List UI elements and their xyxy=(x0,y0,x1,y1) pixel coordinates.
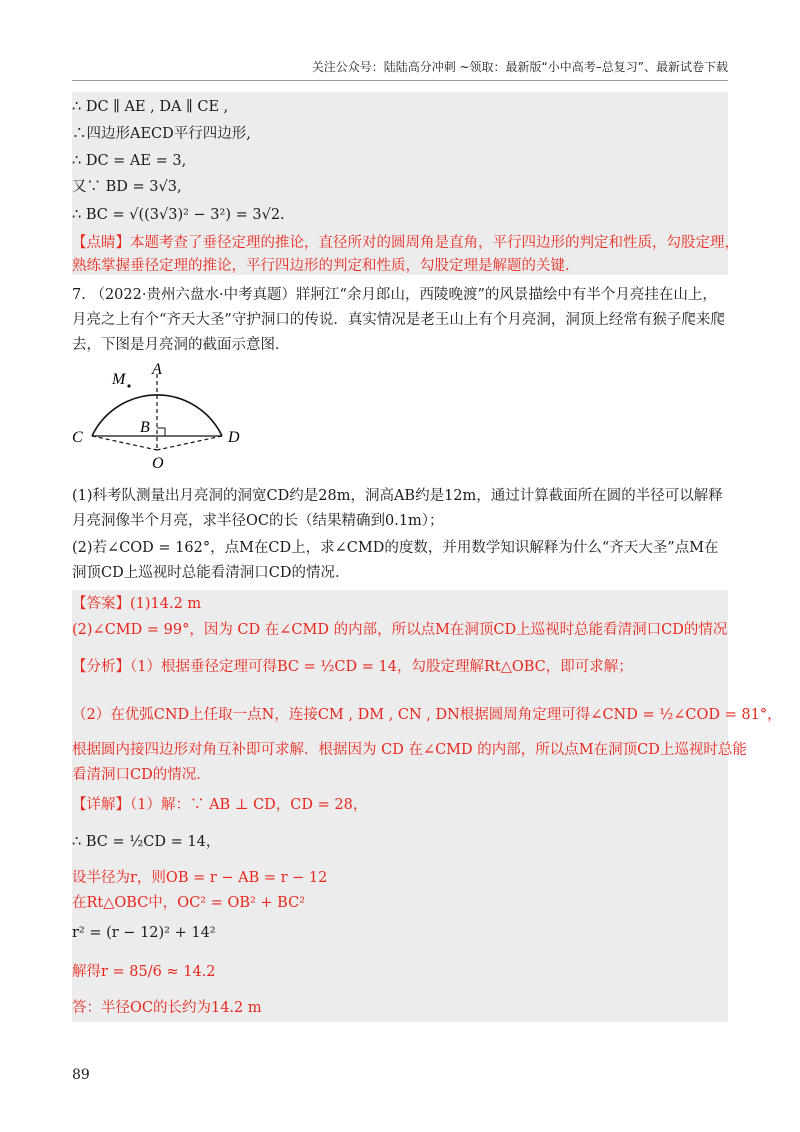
segment-do xyxy=(157,436,222,450)
prev-line-4: 又∵ BD = 3√3, xyxy=(72,179,182,195)
detail-line-7: 答：半径OC的长约为14.2 m xyxy=(72,1000,262,1016)
label-a: A xyxy=(152,362,162,378)
page-header: 关注公众号：陆陆高分冲刺 ~领取：最新版“小中高考–总复习”、最新试卷下载 xyxy=(311,60,728,74)
analysis-line-1: 【分析】（1）根据垂径定理可得BC = ½CD = 14，勾股定理解Rt△OBC，即可求解； xyxy=(72,659,633,675)
analysis-line-3: 根据圆内接四边形对角互补即可求解．根据因为 CD 在∠CMD 的内部，所以点M在洞顶CD上巡视时总能 xyxy=(72,742,747,758)
prev-line-5: ∴ BC = √((3√3)² − 3²) = 3√2. xyxy=(72,207,285,223)
problem-statement: 7. （2022·贵州六盘水·中考真题）牂牁江“余月郎山，西陵晚渡”的风景描绘中有半个月亮挂在山上，月亮之上有个“齐天大圣”守护洞口的传说．真实情况是老王山上有个月亮洞，洞顶上经常有猴子爬来爬去，下图是月亮洞的截面示意图． xyxy=(72,287,725,353)
label-o: O xyxy=(152,455,164,472)
prev-line-3: ∴ DC = AE = 3, xyxy=(72,153,187,169)
detail-line-5: r² = (r − 12)² + 14² xyxy=(72,925,216,941)
detail-line-1: 【详解】（1）解：∵ AB ⊥ CD，CD = 28， xyxy=(72,797,368,813)
question-1: (1)科考队测量出月亮洞的洞宽CD约是28m，洞高AB约是12m，通过计算截面所在圆的半径可以解释月亮洞像半个月亮，求半径OC的长（结果精确到0.1m）； xyxy=(72,488,723,529)
right-angle-mark xyxy=(157,428,165,436)
question-2: (2)若∠COD = 162°，点M在CD上，求∠CMD的度数，并用数学知识解释为什么“齐天大圣”点M在洞顶CD上巡视时总能看清洞口CD的情况． xyxy=(72,540,719,581)
answer-line-2: (2)∠CMD = 99°，因为 CD 在∠CMD 的内部，所以点M在洞顶CD上巡视时总能看清洞口CD的情况 xyxy=(72,622,728,638)
prev-line-1: ∴ DC ∥ AE , DA ∥ CE , xyxy=(72,99,229,115)
detail-line-3: 设半径为r，则OB = r − AB = r − 12 xyxy=(72,870,328,886)
header-divider xyxy=(72,80,728,81)
detail-line-4: 在Rt△OBC中，OC² = OB² + BC² xyxy=(72,895,306,911)
answer-line-1: 【答案】(1)14.2 m xyxy=(72,596,202,612)
arc-cd xyxy=(92,395,222,436)
label-c: C xyxy=(72,429,83,446)
note-line-1: 【点睛】本题考查了垂径定理的推论，直径所对的圆周角是直角，平行四边形的判定和性质，勾股定理， xyxy=(72,235,739,251)
detail-line-6: 解得r = 85/6 ≈ 14.2 xyxy=(72,964,216,980)
analysis-line-4: 看清洞口CD的情况． xyxy=(72,767,211,783)
detail-line-2: ∴ BC = ½CD = 14， xyxy=(72,834,221,850)
moon-cave-diagram xyxy=(68,362,258,474)
note-line-2: 熟练掌握垂径定理的推论，平行四边形的判定和性质，勾股定理是解题的关键. xyxy=(72,258,570,274)
label-b: B xyxy=(140,419,150,436)
point-m xyxy=(127,384,130,387)
segment-co xyxy=(92,436,157,450)
page-number: 89 xyxy=(72,1067,90,1083)
label-d: D xyxy=(228,429,240,446)
label-m: M xyxy=(112,371,126,388)
analysis-line-2: （2）在优弧CND上任取一点N，连接CM , DM , CN , DN根据圆周角定理可得∠CND = ½∠COD = 81°， xyxy=(72,707,782,723)
prev-line-2: ∴四边形AECD平行四边形, xyxy=(72,126,251,142)
